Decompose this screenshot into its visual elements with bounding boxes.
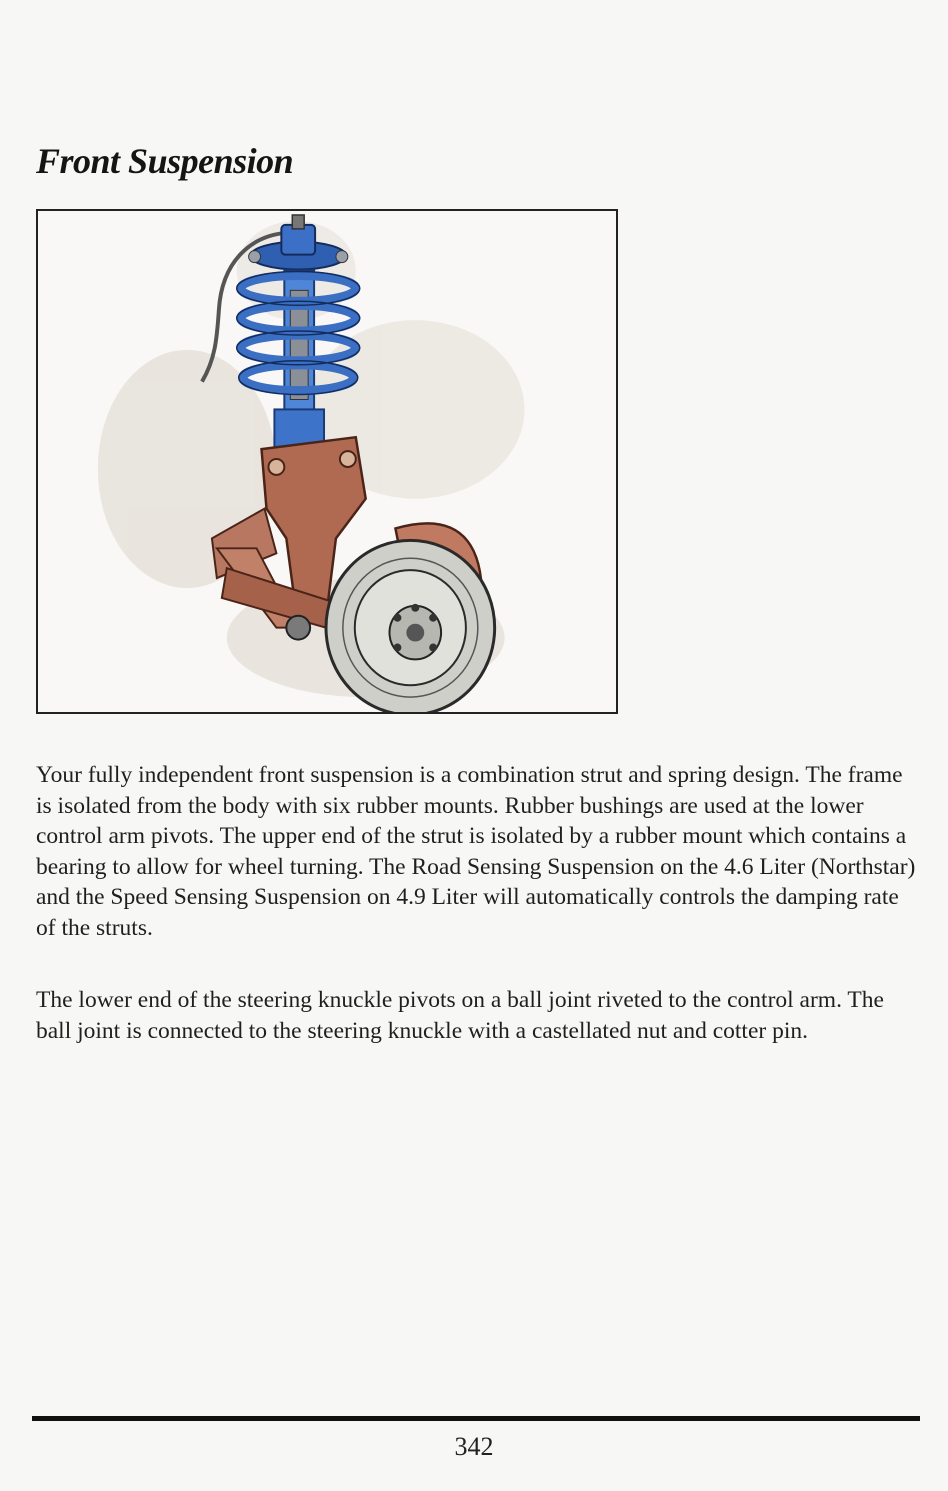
body-paragraph: The lower end of the steering knuckle pivots on a ball joint riveted to the control arm. The ball joint is connected to the steering knuckle with a castellated nut and cotter pin. [36, 987, 884, 1044]
footer-rule [32, 1416, 920, 1421]
page-title: Front Suspension [36, 141, 294, 181]
suspension-figure [36, 209, 618, 714]
body-paragraph: Your fully independent front suspension is a combination strut and spring design. The frame is isolated from the body with six rubber mounts. Rubber bushings are used at the lower control arm pivots. The upper end of the strut is isolated by a rubber mount which contains a bearing to allow for wheel turning. The Road Sensing Suspension on the 4.6 Liter (Northstar) and the Speed Sensing Suspension on 4.9 Liter will automatically controls the damping rate of the struts. [36, 762, 916, 941]
front-suspension-strut-illustration [38, 211, 616, 712]
page-number: 342 [454, 1432, 494, 1461]
brake-rotor [326, 540, 495, 712]
